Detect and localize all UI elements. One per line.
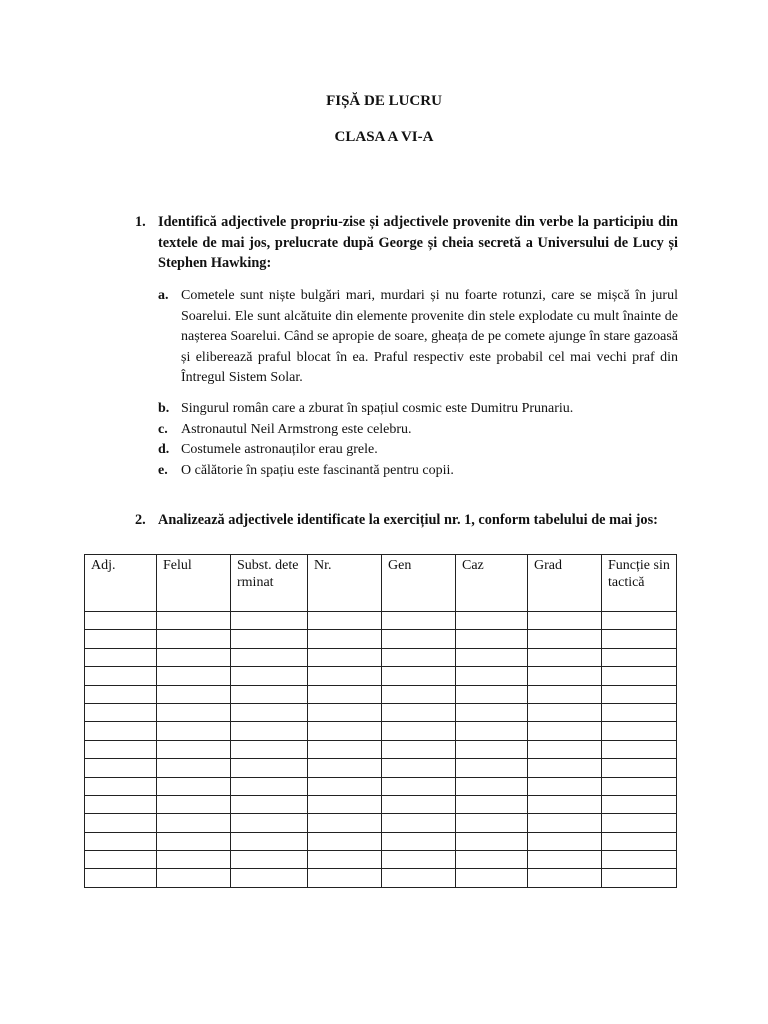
table-cell	[308, 667, 382, 685]
table-cell	[602, 648, 677, 666]
table-cell	[602, 740, 677, 758]
table-cell	[308, 851, 382, 869]
table-cell	[382, 777, 456, 795]
list-item	[158, 461, 678, 482]
table-cell	[456, 703, 528, 721]
table-cell	[85, 832, 157, 850]
table-cell	[157, 630, 231, 648]
table-cell	[157, 759, 231, 777]
table-cell	[602, 851, 677, 869]
table-cell	[85, 814, 157, 832]
page-subtitle: CLASA A VI-A	[334, 129, 434, 145]
page-title: FIȘĂ DE LUCRU	[326, 93, 442, 109]
table-cell	[157, 832, 231, 850]
table-row	[85, 777, 677, 795]
table-header-row	[85, 555, 677, 612]
table-row	[85, 851, 677, 869]
exercise-1-instruction: Identifică adjectivele propriu-zise și adjectivele provenite din verbe la participiu din textele de mai jos, prelucrate după George și cheia secretă a Universului de Lucy și Stephen Hawking:	[158, 214, 678, 271]
list-item-label: e.	[158, 463, 168, 478]
table-cell	[85, 869, 157, 887]
table-cell	[382, 648, 456, 666]
table-cell	[85, 703, 157, 721]
table-body	[85, 612, 677, 888]
table-cell	[85, 795, 157, 813]
table-cell	[456, 869, 528, 887]
exercise-1	[135, 212, 678, 274]
table-cell	[231, 869, 308, 887]
table-cell	[456, 814, 528, 832]
table-cell	[382, 685, 456, 703]
table-row	[85, 740, 677, 758]
table-cell	[456, 685, 528, 703]
table-cell	[528, 667, 602, 685]
list-item-label: c.	[158, 422, 168, 437]
table-cell	[157, 814, 231, 832]
table-cell	[456, 777, 528, 795]
table-cell	[157, 851, 231, 869]
table-cell	[382, 795, 456, 813]
table-cell	[382, 612, 456, 630]
table-cell	[456, 667, 528, 685]
list-item-label: d.	[158, 442, 170, 457]
table-cell	[456, 630, 528, 648]
table-cell	[157, 722, 231, 740]
table-cell	[382, 667, 456, 685]
table-cell	[308, 740, 382, 758]
table-cell	[308, 759, 382, 777]
list-item	[158, 420, 678, 441]
column-header: Felul	[157, 555, 231, 612]
table-row	[85, 630, 677, 648]
table-cell	[382, 630, 456, 648]
column-header: Caz	[456, 555, 528, 612]
table-cell	[602, 777, 677, 795]
table-cell	[85, 722, 157, 740]
table-row	[85, 648, 677, 666]
table-cell	[602, 612, 677, 630]
table-cell	[85, 648, 157, 666]
table-cell	[602, 685, 677, 703]
column-header: Grad	[528, 555, 602, 612]
exercise-1-number: 1.	[135, 214, 146, 230]
table-cell	[308, 703, 382, 721]
table-cell	[382, 832, 456, 850]
table-row	[85, 667, 677, 685]
table-cell	[157, 740, 231, 758]
table-cell	[231, 740, 308, 758]
table-cell	[157, 777, 231, 795]
exercise-2	[135, 510, 678, 531]
table-row	[85, 759, 677, 777]
table-cell	[85, 685, 157, 703]
table-cell	[85, 759, 157, 777]
table-cell	[85, 740, 157, 758]
table-cell	[528, 648, 602, 666]
table-row	[85, 869, 677, 887]
table-cell	[528, 795, 602, 813]
table-cell	[456, 759, 528, 777]
list-item	[158, 399, 678, 420]
column-header: Gen	[382, 555, 456, 612]
table-cell	[528, 832, 602, 850]
table-cell	[308, 832, 382, 850]
table-cell	[231, 703, 308, 721]
table-cell	[602, 630, 677, 648]
table-cell	[382, 722, 456, 740]
list-item-text: Singurul român care a zburat în spațiul cosmic este Dumitru Prunariu.	[181, 401, 574, 416]
table-cell	[231, 851, 308, 869]
table-cell	[157, 795, 231, 813]
table-cell	[157, 869, 231, 887]
table-cell	[456, 648, 528, 666]
table-cell	[308, 685, 382, 703]
table-cell	[85, 851, 157, 869]
table-cell	[528, 703, 602, 721]
list-item-text: Costumele astronauților erau grele.	[181, 442, 378, 457]
table-cell	[85, 667, 157, 685]
list-item-label: a.	[158, 288, 169, 303]
list-item-text: Cometele sunt niște bulgări mari, murdari și nu foarte rotunzi, care se mișcă în jurul Soarelui. Ele sunt alcătuite din elemente provenite din stele explodate cu mult înainte de nașterea Soarelui. Când se apropie de soare, gheața de pe comete ajunge în stare gazoasă și eliberează praful blocat în ea. Praful respectiv este probabil cel mai vechi praf din Întregul Sistem Solar.	[181, 288, 678, 385]
table-cell	[602, 667, 677, 685]
table-cell	[308, 869, 382, 887]
table-cell	[308, 777, 382, 795]
column-header: Subst. determinat	[231, 555, 308, 612]
table-cell	[157, 667, 231, 685]
table-cell	[382, 869, 456, 887]
list-item	[158, 440, 678, 461]
table-cell	[157, 703, 231, 721]
table-cell	[157, 685, 231, 703]
analysis-table	[84, 554, 677, 888]
table-cell	[231, 667, 308, 685]
table-row	[85, 612, 677, 630]
list-item-text: Astronautul Neil Armstrong este celebru.	[181, 422, 412, 437]
table-cell	[382, 759, 456, 777]
table-cell	[85, 630, 157, 648]
list-item	[158, 286, 678, 389]
table-cell	[231, 777, 308, 795]
column-header: Nr.	[308, 555, 382, 612]
table-row	[85, 814, 677, 832]
table-cell	[308, 722, 382, 740]
table-row	[85, 832, 677, 850]
table-cell	[528, 740, 602, 758]
table-cell	[231, 832, 308, 850]
column-header: Funcție sintactică	[602, 555, 677, 612]
table-cell	[528, 630, 602, 648]
table-cell	[157, 612, 231, 630]
table-cell	[85, 612, 157, 630]
table-cell	[602, 703, 677, 721]
table-cell	[382, 814, 456, 832]
table-cell	[456, 740, 528, 758]
table-cell	[308, 612, 382, 630]
table-cell	[528, 851, 602, 869]
table-cell	[528, 777, 602, 795]
exercise-2-number: 2.	[135, 512, 146, 528]
table-cell	[231, 648, 308, 666]
table-cell	[602, 795, 677, 813]
table-cell	[382, 851, 456, 869]
table-cell	[308, 814, 382, 832]
table-cell	[456, 612, 528, 630]
table-cell	[602, 814, 677, 832]
table-cell	[382, 703, 456, 721]
table-cell	[602, 832, 677, 850]
table-cell	[456, 832, 528, 850]
table-cell	[528, 759, 602, 777]
table-cell	[231, 814, 308, 832]
table-cell	[456, 722, 528, 740]
table-cell	[528, 814, 602, 832]
table-cell	[231, 722, 308, 740]
table-cell	[308, 795, 382, 813]
table-cell	[528, 685, 602, 703]
table-cell	[528, 612, 602, 630]
table-cell	[85, 777, 157, 795]
table-cell	[231, 685, 308, 703]
column-header: Adj.	[85, 555, 157, 612]
table-cell	[602, 759, 677, 777]
table-cell	[528, 869, 602, 887]
table-cell	[231, 759, 308, 777]
list-item-label: b.	[158, 401, 170, 416]
table-cell	[528, 722, 602, 740]
table-cell	[308, 648, 382, 666]
table-row	[85, 685, 677, 703]
list-item-text: O călătorie în spațiu este fascinantă pentru copii.	[181, 463, 454, 478]
table-cell	[231, 630, 308, 648]
table-cell	[602, 722, 677, 740]
table-cell	[456, 795, 528, 813]
table-row	[85, 722, 677, 740]
table-cell	[231, 795, 308, 813]
table-cell	[157, 648, 231, 666]
exercise-2-instruction: Analizează adjectivele identificate la exercițiul nr. 1, conform tabelului de mai jos:	[158, 512, 658, 528]
table-cell	[382, 740, 456, 758]
table-cell	[231, 612, 308, 630]
table-row	[85, 703, 677, 721]
table-cell	[308, 630, 382, 648]
table-row	[85, 795, 677, 813]
table-cell	[602, 869, 677, 887]
table-cell	[456, 851, 528, 869]
